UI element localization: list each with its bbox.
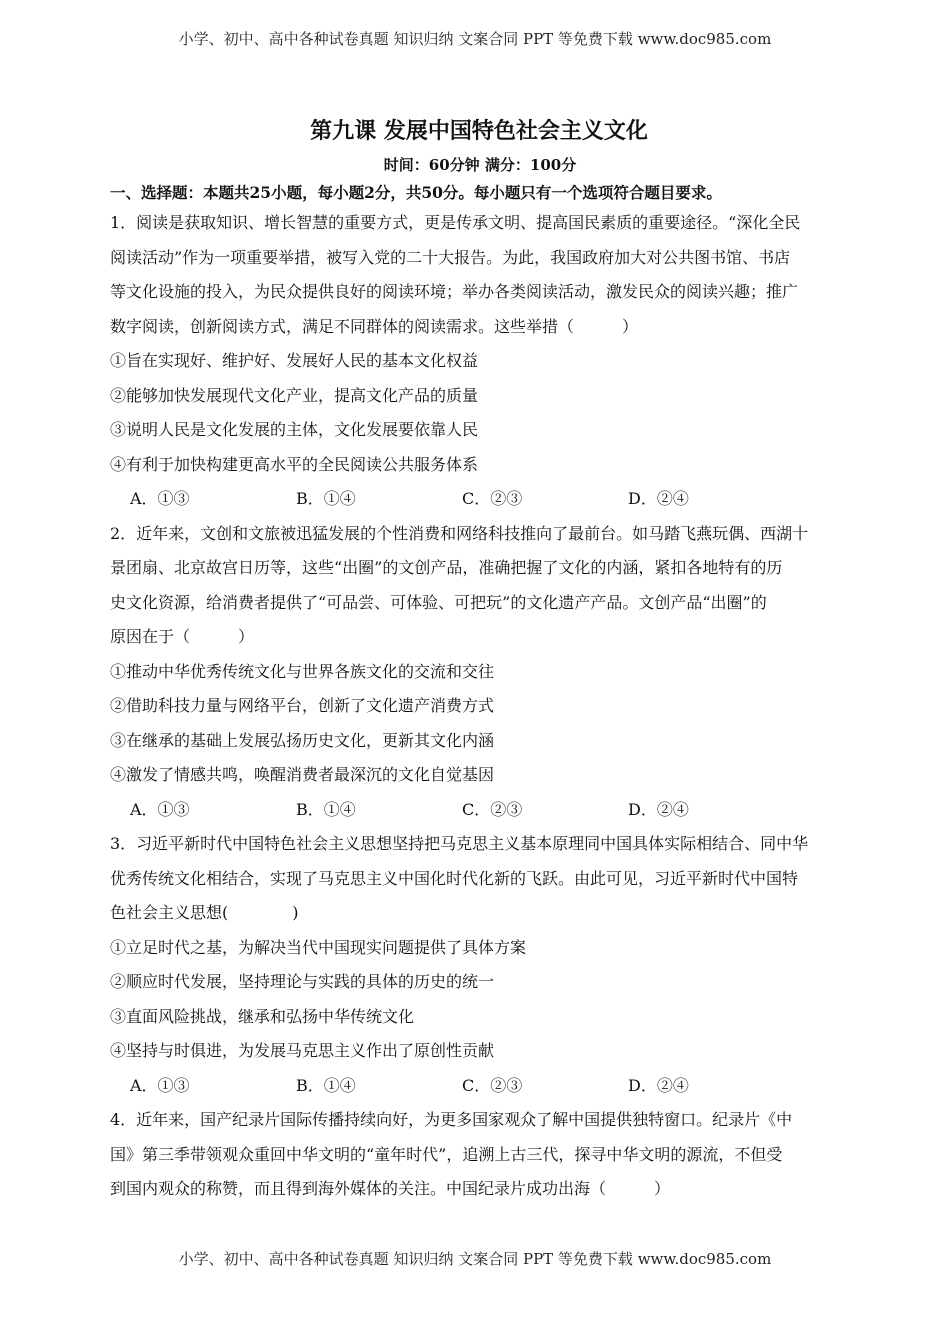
statement-option: ①推动中华优秀传统文化与世界各族文化的交流和交往 — [110, 661, 495, 681]
choice-b: B．①④ — [296, 1075, 356, 1095]
statement-option: ②能够加快发展现代文化产业，提高文化产品的质量 — [110, 385, 479, 405]
choice-a: A．①③ — [130, 799, 190, 819]
statement-option: ②顺应时代发展，坚持理论与实践的具体的历史的统一 — [110, 972, 495, 991]
question-text-line: 4．近年来，国产纪录片国际传播持续向好，为更多国家观众了解中国提供独特窗口。纪录片《中 — [110, 1110, 793, 1129]
document-body — [110, 112, 850, 1207]
statement-option: ①旨在实现好、维护好、发展好人民的基本文化权益 — [110, 351, 479, 370]
question-text-line: 色社会主义思想( ) — [110, 903, 299, 922]
page-footer: 小学、初中、高中各种试卷真题 知识归纳 文案合同 PPT 等免费下载 www.doc985.com — [178, 1250, 772, 1268]
question-text-line: 阅读活动”作为一项重要举措，被写入党的二十大报告。为此，我国政府加大对公共图书馆、书店 — [110, 247, 791, 267]
question-text-line: 3．习近平新时代中国特色社会主义思想坚持把马克思主义基本原理同中国具体实际相结合、同中华 — [110, 834, 809, 853]
choice-c: C．②③ — [462, 799, 523, 819]
question-text-line: 2．近年来，文创和文旅被迅猛发展的个性消费和网络科技推向了最前台。如马踏飞燕玩偶、西湖十 — [110, 523, 809, 543]
question-text-line: 数字阅读，创新阅读方式，满足不同群体的阅读需求。这些举措（ ） — [110, 316, 639, 336]
choice-b: B．①④ — [296, 489, 356, 508]
question-text-line: 到国内观众的称赞，而且得到海外媒体的关注。中国纪录片成功出海（ ） — [110, 1179, 671, 1198]
statement-option: ④有利于加快构建更高水平的全民阅读公共服务体系 — [110, 454, 479, 474]
question-text-line: 原因在于（ ） — [110, 627, 255, 646]
choice-c: C．②③ — [462, 1075, 523, 1095]
statement-option: ④坚持与时俱进，为发展马克思主义作出了原创性贡献 — [110, 1041, 495, 1060]
question-2 — [110, 517, 850, 828]
question-4 — [110, 1103, 850, 1207]
choice-a: A．①③ — [130, 489, 190, 508]
question-text-line: 1．阅读是获取知识、增长智慧的重要方式，更是传承文明、提高国民素质的重要途径。“深化全民 — [110, 213, 801, 232]
question-text-line: 史文化资源，给消费者提供了“可品尝、可体验、可把玩”的文化遗产产品。文创产品“出圈”的 — [110, 592, 767, 612]
question-text-line: 优秀传统文化相结合，实现了马克思主义中国化时代化新的飞跃。由此可见，习近平新时代中国特 — [110, 868, 799, 888]
answer-choices — [110, 1069, 850, 1104]
question-1 — [110, 206, 850, 517]
statement-option: ④激发了情感共鸣，唤醒消费者最深沉的文化自觉基因 — [110, 765, 495, 784]
statement-option: ③说明人民是文化发展的主体，文化发展要依靠人民 — [110, 420, 479, 439]
statement-option: ③直面风险挑战，继承和弘扬中华传统文化 — [110, 1006, 415, 1026]
question-3 — [110, 827, 850, 1103]
question-text-line: 国》第三季带领观众重回中华文明的“童年时代”，追溯上古三代，探寻中华文明的源流，不但受 — [110, 1144, 783, 1164]
choice-b: B．①④ — [296, 799, 356, 819]
choice-d: D．②④ — [628, 489, 689, 508]
answer-choices — [110, 482, 850, 517]
section-heading: 一、选择题：本题共25小题，每小题2分，共50分。每小题只有一个选项符合题目要求。 — [110, 183, 722, 202]
question-text-line: 景团扇、北京故宫日历等，这些“出圈”的文创产品，准确把握了文化的内涵，紧扣各地特有的历 — [110, 558, 783, 577]
statement-option: ③在继承的基础上发展弘扬历史文化，更新其文化内涵 — [110, 730, 495, 750]
statement-option: ①立足时代之基，为解决当代中国现实问题提供了具体方案 — [110, 937, 527, 957]
choice-c: C．②③ — [462, 489, 523, 508]
choice-d: D．②④ — [628, 799, 689, 819]
answer-choices — [110, 793, 850, 828]
statement-option: ②借助科技力量与网络平台，创新了文化遗产消费方式 — [110, 696, 495, 715]
question-text-line: 等文化设施的投入，为民众提供良好的阅读环境；举办各类阅读活动，激发民众的阅读兴趣；推广 — [110, 282, 799, 301]
exam-info: 时间：60分钟 满分：100分 — [383, 156, 577, 174]
choice-a: A．①③ — [130, 1075, 190, 1095]
page-header: 小学、初中、高中各种试卷真题 知识归纳 文案合同 PPT 等免费下载 www.doc985.com — [178, 30, 772, 48]
page-title: 第九课 发展中国特色社会主义文化 — [310, 118, 648, 144]
choice-d: D．②④ — [628, 1075, 689, 1095]
